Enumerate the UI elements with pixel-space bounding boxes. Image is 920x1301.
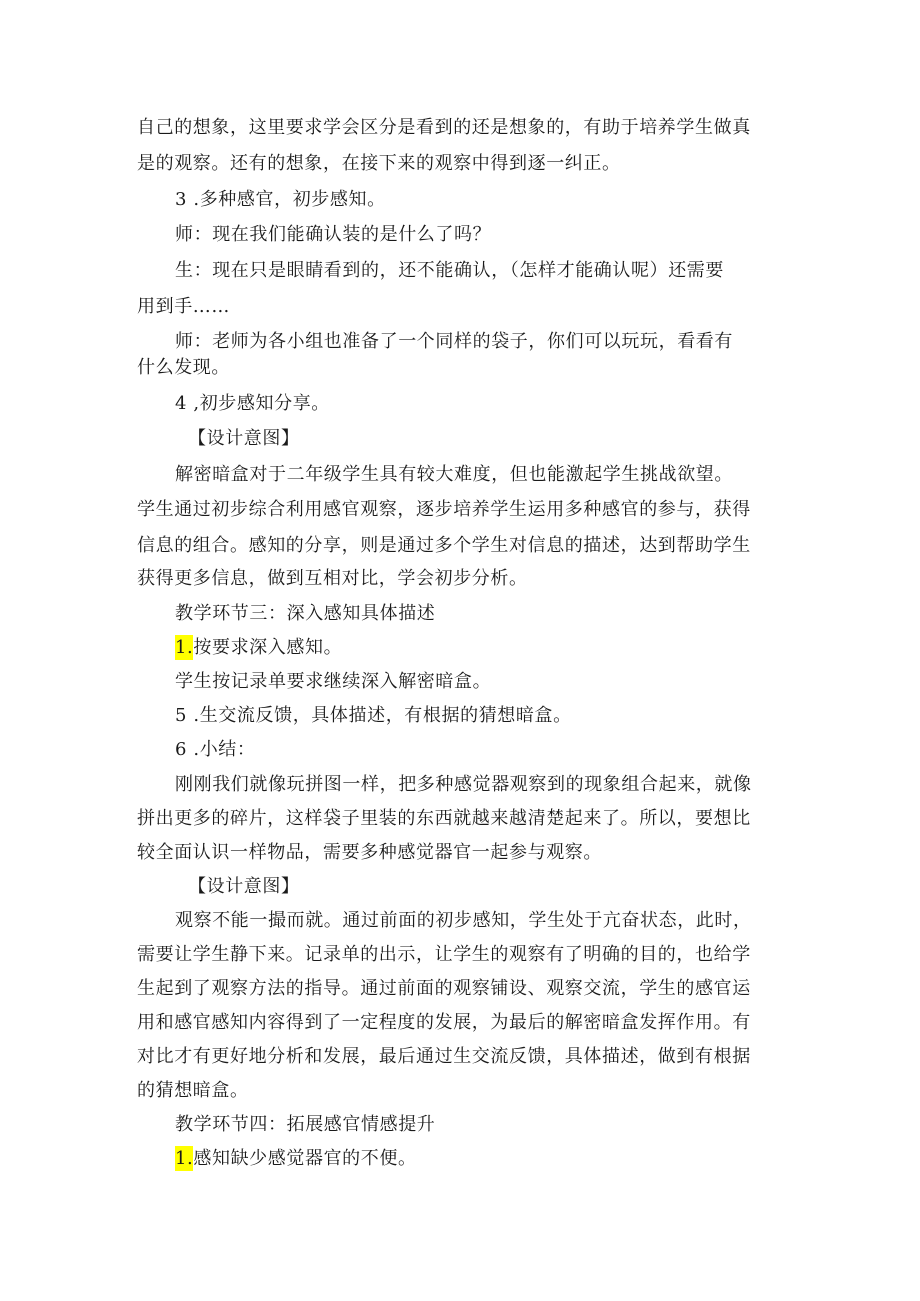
list-item-text: 感知缺少感觉器官的不便。 [193, 1148, 417, 1169]
paragraph-line: 信息的组合。感知的分享，则是通过多个学生对信息的描述，达到帮助学生 [137, 535, 751, 556]
dialogue-line: 师：现在我们能确认装的是什么了吗？ [175, 224, 492, 245]
paragraph-line: 学生按记录单要求继续深入解密暗盒。 [175, 671, 492, 692]
list-item: 3 .多种感官，初步感知。 [175, 189, 386, 210]
list-item: 6 .小结： [175, 739, 256, 760]
paragraph-line: 较全面认识一样物品，需要多种感觉器官一起参与观察。 [137, 842, 602, 863]
paragraph-line: 拼出更多的碎片，这样袋子里装的东西就越来越清楚起来了。所以，要想比 [137, 808, 751, 829]
paragraph-line: 是的观察。还有的想象，在接下来的观察中得到逐一纠正。 [137, 153, 621, 174]
list-item [175, 637, 342, 659]
paragraph-line: 自己的想象，这里要求学会区分是看到的还是想象的，有助于培养学生做真 [137, 117, 751, 138]
paragraph-line: 对比才有更好地分析和发展，最后通过生交流反馈，具体描述，做到有根据 [137, 1046, 751, 1067]
list-item: 4 ,初步感知分享。 [175, 393, 330, 414]
section-heading: 【设计意图】 [188, 428, 300, 449]
list-item [175, 1148, 417, 1170]
paragraph-line: 刚刚我们就像玩拼图一样，把多种感觉器观察到的现象组合起来，就像 [175, 774, 752, 795]
section-heading: 教学环节四：拓展感官情感提升 [175, 1114, 436, 1135]
paragraph-line: 获得更多信息，做到互相对比，学会初步分析。 [137, 568, 528, 589]
dialogue-line: 生：现在只是眼睛看到的，还不能确认，（怎样才能确认呢）还需要 [175, 260, 724, 281]
paragraph-line: 解密暗盒对于二年级学生具有较大难度，但也能激起学生挑战欲望。 [175, 464, 733, 485]
paragraph-line: 用到手…… [137, 296, 230, 317]
paragraph-line: 观察不能一撮而就。通过前面的初步感知，学生处于亢奋状态，此时， [175, 910, 752, 931]
paragraph-line: 生起到了观察方法的指导。通过前面的观察铺设、观察交流，学生的感官运 [137, 978, 751, 999]
section-heading: 教学环节三：深入感知具体描述 [175, 603, 436, 624]
list-item: 5 .生交流反馈，具体描述，有根据的猜想暗盒。 [175, 705, 572, 726]
highlighted-list-number: 1. [175, 637, 194, 658]
section-heading: 【设计意图】 [188, 876, 300, 897]
paragraph-line: 用和感官感知内容得到了一定程度的发展，为最后的解密暗盒发挥作用。有 [137, 1012, 751, 1033]
highlighted-list-number: 1. [175, 1148, 194, 1169]
paragraph-line: 需要让学生静下来。记录单的出示，让学生的观察有了明确的目的，也给学 [137, 944, 751, 965]
paragraph-line: 学生通过初步综合利用感官观察，逐步培养学生运用多种感官的参与，获得 [137, 499, 751, 520]
paragraph-line: 什么发现。 [137, 357, 230, 378]
list-item-text: 按要求深入感知。 [193, 637, 343, 658]
paragraph-line: 的猜想暗盒。 [137, 1080, 249, 1101]
dialogue-line: 师：老师为各小组也准备了一个同样的袋子，你们可以玩玩，看看有 [175, 331, 733, 352]
